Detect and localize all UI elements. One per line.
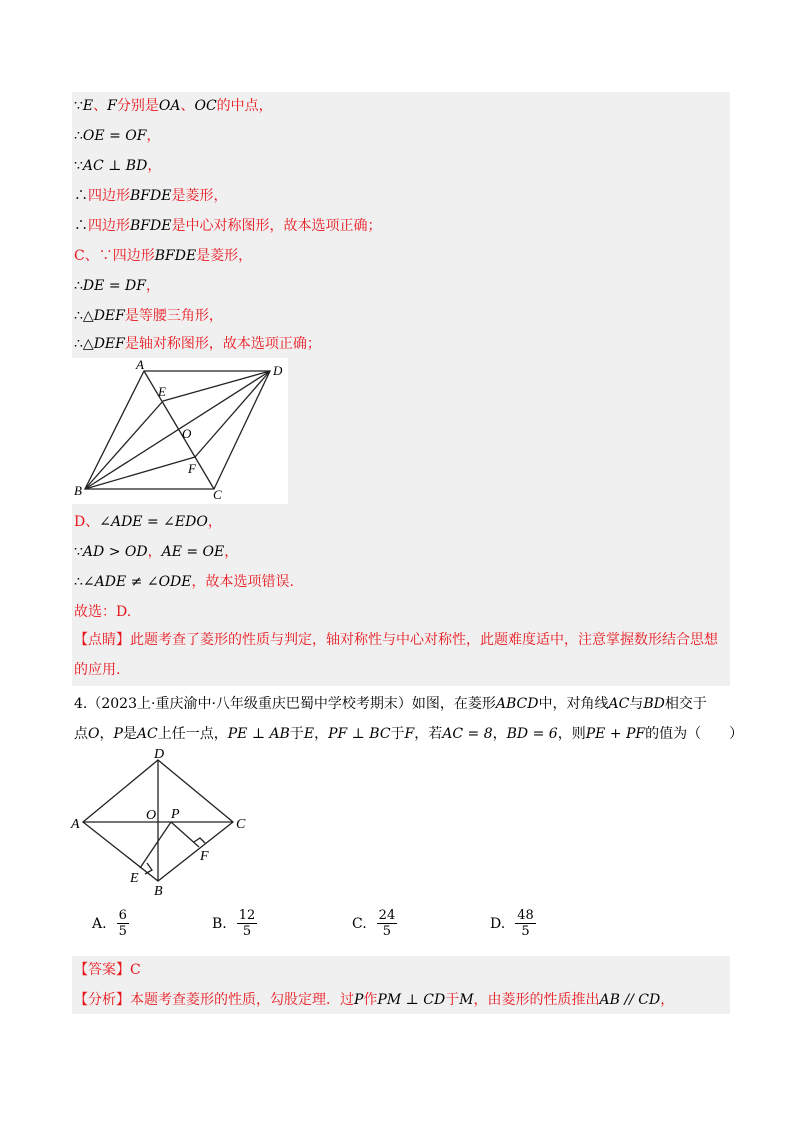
question-l2-part-17: BD = 6 — [506, 726, 558, 742]
analysis-part-0: 本题考查菱形的性质，勾股定理．过 — [130, 992, 354, 1008]
fraction-denominator: 5 — [382, 924, 392, 939]
logic-symbol: ∵ — [74, 98, 83, 114]
comment-line-2 — [74, 660, 120, 680]
question-l2-part-18: ，则 — [557, 726, 586, 742]
logic-symbol: ∴ — [74, 278, 83, 294]
fraction-denominator: 5 — [242, 924, 252, 939]
comment-text-1: 此题考查了菱形的性质与判定，轴对称性与中心对称性，此题难度适中，注意掌握数形结合思想 — [130, 632, 718, 648]
solution-line-5-part-2: 是菱形， — [196, 248, 253, 264]
solution-line-5-part-1: BFDE — [154, 248, 197, 264]
analysis-part-2: 作 — [363, 992, 378, 1008]
solution-line-7-part-0: △DEF — [82, 308, 125, 324]
fig2-label-B: B — [154, 884, 163, 898]
solution-line-3-part-0: 四边形 — [88, 188, 130, 204]
solution2-line-1-part-0: AD > OD — [82, 544, 148, 560]
solution2-line-2-part-1: ，故本选项错误. — [191, 574, 294, 590]
option-label: A. — [92, 915, 107, 932]
question-l2-part-14: ，若 — [414, 726, 443, 742]
solution-line-1-part-0: OE = OF — [82, 128, 147, 144]
analysis-part-1: P — [354, 992, 364, 1008]
solution2-line-1-part-1: ， — [147, 544, 162, 560]
question-l2-part-0: 点 — [74, 726, 88, 742]
question-number: 4. — [74, 696, 88, 712]
figure-1 — [72, 358, 288, 504]
solution-line — [74, 602, 131, 622]
analysis-part-3: PM ⊥ CD — [377, 992, 446, 1008]
solution-line-2-part-1: ， — [147, 158, 162, 174]
figure-2 — [68, 748, 258, 898]
analysis-part-8: ， — [660, 992, 675, 1008]
solution-line — [74, 216, 381, 236]
fig1-label-F: F — [188, 461, 196, 476]
solution-line — [74, 334, 321, 354]
solution-line-1-part-1: ， — [146, 128, 161, 144]
logic-symbol: ∴ — [74, 188, 88, 204]
option-label: D. — [490, 915, 506, 932]
solution-line-4-part-0: 四边形 — [88, 218, 130, 234]
solution-line — [74, 186, 227, 206]
option-d[interactable] — [490, 908, 536, 939]
question-l1-part-5: 相交于 — [664, 696, 707, 712]
question-l1-part-0: ABCD — [495, 696, 539, 712]
option-label: C. — [352, 915, 367, 932]
rhombus-diagram-2 — [68, 748, 258, 898]
solution-line-3-part-2: 是菱形， — [171, 188, 228, 204]
question-l2-part-4: 是 — [122, 726, 137, 742]
question-l2-part-12: 于 — [390, 726, 405, 742]
solution-line — [74, 276, 160, 296]
solution-line-0-part-4: OA — [158, 98, 181, 114]
solution-line-7-part-1: 是等腰三角形， — [124, 308, 223, 324]
logic-symbol: ∴ — [74, 218, 88, 234]
question-l2-part-8: 于 — [289, 726, 304, 742]
solution-line-3-part-1: BFDE — [130, 188, 172, 204]
analysis-part-4: 于 — [445, 992, 460, 1008]
question-source: （2023上·重庆渝中·八年级重庆巴蜀中学校考期末）如图，在菱形 — [87, 696, 496, 712]
question-l1-part-3: 与 — [629, 696, 644, 712]
fraction-numerator: 6 — [118, 908, 127, 923]
analysis-part-5: M — [459, 992, 474, 1008]
option-fraction — [515, 908, 536, 939]
question-l2-part-10: ， — [314, 726, 329, 742]
solution2-line-2-part-0: ∠ADE ≠ ∠ODE — [82, 574, 192, 590]
fraction-numerator: 24 — [378, 908, 396, 923]
solution-line-2-part-0: AC ⊥ BD — [82, 158, 148, 174]
question-l1-part-2: AC — [608, 696, 630, 712]
logic-symbol: ∴ — [74, 128, 83, 144]
comment-tag: 【点睛】 — [74, 632, 130, 648]
fraction-denominator: 5 — [118, 924, 127, 939]
logic-symbol: ∴ — [74, 574, 83, 590]
question-l2-part-9: E — [303, 726, 315, 742]
fig2-label-A: A — [71, 817, 80, 832]
solution-line — [74, 246, 252, 266]
solution-line-0-part-3: 分别是 — [116, 98, 159, 114]
question-l2-part-20: 的值为（ ） — [645, 726, 744, 742]
fig2-label-C: C — [236, 817, 246, 832]
answer-tag: 【答案】 — [74, 962, 130, 978]
question-l2-part-1: O — [88, 726, 100, 742]
answer-line — [74, 960, 141, 980]
solution-line-4-part-2: 是中心对称图形，故本选项正确； — [171, 218, 382, 234]
logic-symbol: ∵ — [74, 544, 83, 560]
fig2-label-E: E — [130, 871, 139, 886]
question-l2-part-7: PE ⊥ AB — [227, 726, 290, 742]
question-line-2 — [74, 724, 743, 744]
logic-symbol: ∵ — [74, 158, 83, 174]
solution-line-0-part-7: 的中点， — [216, 98, 273, 114]
question-l2-part-15: AC = 8 — [442, 726, 493, 742]
fig1-label-C: C — [213, 487, 222, 502]
option-a[interactable] — [92, 908, 129, 939]
logic-symbol: D、 — [74, 514, 100, 530]
solution-line-8-part-0: △DEF — [82, 336, 125, 352]
option-b[interactable] — [212, 908, 257, 939]
solution-line-6-part-0: DE = DF — [82, 278, 146, 294]
question-l1-part-4: BD — [643, 696, 665, 712]
solution2-line-1-part-3: ， — [224, 544, 239, 560]
fraction-numerator: 48 — [517, 908, 534, 923]
rhombus-diagram-1 — [72, 358, 288, 504]
analysis-line — [74, 990, 674, 1010]
question-l2-part-6: 上任一点， — [157, 726, 228, 742]
solution-line — [74, 512, 222, 532]
analysis-tag: 【分析】 — [74, 992, 130, 1008]
analysis-part-7: AB // CD — [599, 992, 661, 1008]
analysis-part-6: ，由菱形的性质推出 — [473, 992, 600, 1008]
logic-symbol: ∴ — [74, 336, 83, 352]
fig1-label-O: O — [182, 426, 192, 441]
solution-line-0-part-2: F — [107, 98, 117, 114]
solution-line — [74, 96, 273, 116]
fraction-numerator: 12 — [238, 908, 256, 923]
solution2-line-3-part-0: 故选：D. — [74, 604, 132, 620]
solution-line-0-part-6: OC — [194, 98, 217, 114]
comment-line-1 — [74, 630, 718, 650]
logic-symbol: C、∵ — [74, 248, 113, 264]
option-c[interactable] — [352, 908, 397, 939]
logic-symbol: ∴ — [74, 308, 83, 324]
solution-line-0-part-1: 、 — [93, 98, 108, 114]
fig1-label-D: D — [273, 363, 283, 378]
solution2-line-1-part-2: AE = OE — [161, 544, 225, 560]
option-label: B. — [212, 915, 227, 932]
option-fraction — [117, 908, 129, 939]
solution-line-4-part-1: BFDE — [130, 218, 172, 234]
solution-line — [74, 572, 294, 592]
solution-line-6-part-1: ， — [145, 278, 160, 294]
fig2-label-O: O — [146, 808, 157, 823]
solution2-line-0-part-0: ∠ADE = ∠EDO — [99, 514, 208, 530]
question-l2-part-3: P — [113, 726, 123, 742]
solution2-line-0-part-1: ， — [207, 514, 222, 530]
comment-text-2: 的应用. — [74, 662, 121, 678]
question-l2-part-5: AC — [136, 726, 158, 742]
solution-line — [74, 306, 223, 326]
option-fraction — [377, 908, 398, 939]
solution-line — [74, 126, 160, 146]
fig2-label-F: F — [200, 849, 209, 864]
question-l2-part-11: PF ⊥ BC — [328, 726, 391, 742]
question-l2-part-2: ， — [99, 726, 114, 742]
solution-line-0-part-0: E — [82, 98, 94, 114]
fig1-label-A: A — [136, 358, 144, 372]
question-l1-part-1: 中，对角线 — [538, 696, 609, 712]
solution-line-8-part-1: 是轴对称图形，故本选项正确； — [124, 336, 321, 352]
option-fraction — [237, 908, 258, 939]
answer-value: C — [130, 962, 141, 978]
fraction-denominator: 5 — [521, 924, 530, 939]
question-l2-part-16: ， — [492, 726, 507, 742]
solution-line-0-part-5: 、 — [180, 98, 195, 114]
fig1-label-B: B — [74, 483, 82, 498]
solution-line — [74, 156, 161, 176]
fig1-label-E: E — [158, 384, 166, 399]
question-l2-part-19: PE + PF — [585, 726, 646, 742]
question-l2-part-13: F — [404, 726, 415, 742]
fig2-label-P: P — [171, 807, 180, 822]
question-line-1 — [74, 694, 707, 714]
fig2-label-D: D — [154, 748, 165, 762]
solution-line — [74, 542, 238, 562]
solution-line-5-part-0: 四边形 — [112, 248, 155, 264]
